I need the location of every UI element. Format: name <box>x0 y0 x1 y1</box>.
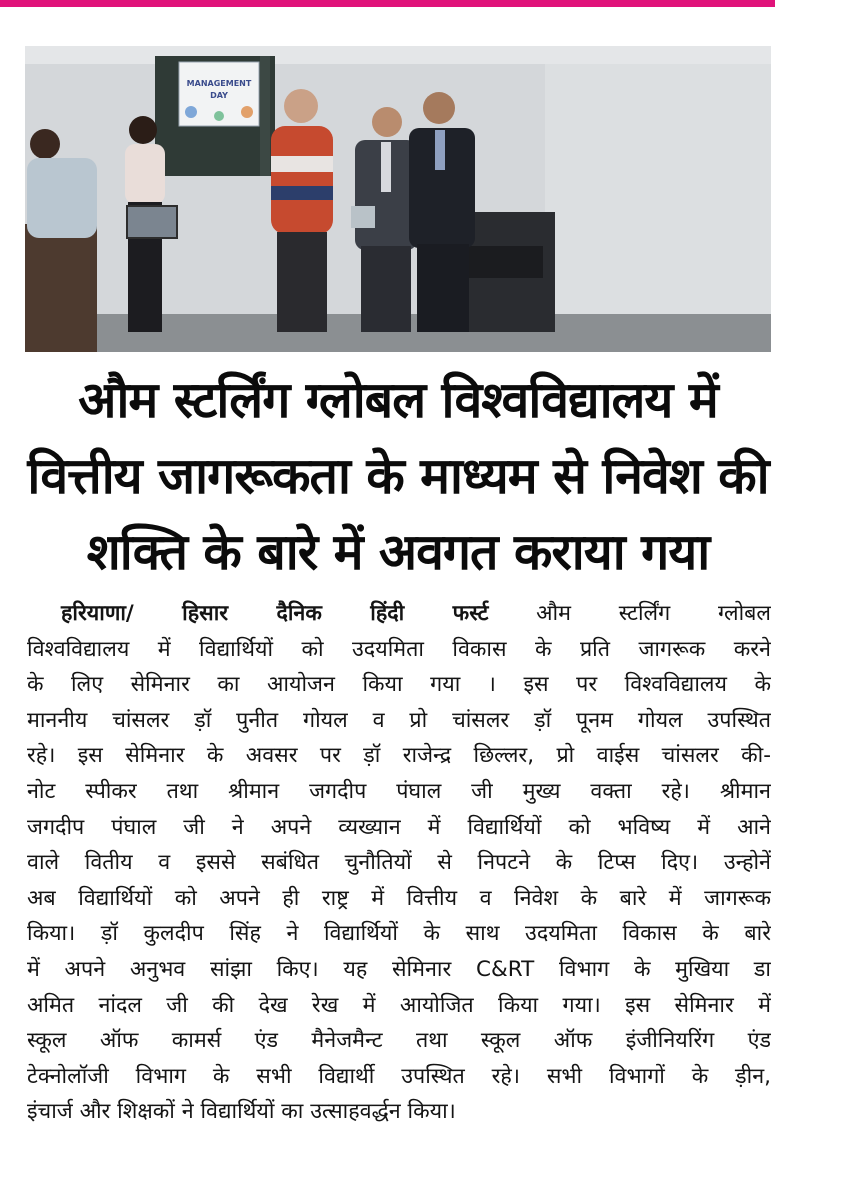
poster-text-2: DAY <box>210 91 228 100</box>
article-line: के लिए सेमिनार का आयोजन किया गया । इस पर विश्वविद्यालय के <box>27 672 771 698</box>
article-line: नोट स्पीकर तथा श्रीमान जगदीप पंघाल जी मुख्य वक्ता रहे। श्रीमान <box>27 778 771 804</box>
poster-text-1: MANAGEMENT <box>186 79 252 88</box>
article-line: अमित नांदल जी की देख रेख में आयोजित किया गया। इस सेमिनार में <box>27 992 771 1018</box>
page-margin <box>775 0 850 1178</box>
event-photo <box>25 46 771 352</box>
article-line: वाले वितीय व इससे सबंधित चुनौतियों से निपटने के टिप्स दिए। उन्होनें <box>27 850 771 876</box>
headline-line-1: औम स्टर्लिंग ग्लोबल विश्वविद्यालय में <box>78 371 718 429</box>
headline <box>25 362 771 590</box>
top-accent-bar <box>0 0 775 7</box>
article-line: टेक्नोलॉजी विभाग के सभी विद्यार्थी उपस्थित रहे। सभी विभागों के ड़ीन, <box>27 1063 771 1089</box>
article-line: अब विद्यार्थियों को अपने ही राष्ट्र में वित्तीय व निवेश के बारे में जागरूक <box>27 885 771 911</box>
article-line: विश्वविद्यालय में विद्यार्थियों को उदयमिता विकास के प्रति जागरूक करने <box>27 636 771 662</box>
article-body <box>27 596 771 1130</box>
headline-line-2: वित्तीय जागरूकता के माध्यम से निवेश की <box>27 447 769 505</box>
dateline: हरियाणा/ हिसार दैनिक हिंदी फर्स्ट <box>61 601 489 626</box>
article-line: में अपने अनुभव सांझा किए। यह सेमिनार C&RT विभाग के मुखिया डा <box>27 956 771 982</box>
article-line: रहे। इस सेमिनार के अवसर पर ड़ॉ राजेन्द्र छिल्लर, प्रो वाईस चांसलर की- <box>27 743 771 769</box>
article-line: स्कूल ऑफ कामर्स एंड मैनेजमैन्ट तथा स्कूल ऑफ इंजीनियरिंग एंड <box>27 1028 771 1054</box>
article-line: किया। ड़ॉ कुलदीप सिंह ने विद्यार्थियों के साथ उदयमिता विकास के बारे <box>27 921 771 947</box>
article-line: इंचार्ज और शिक्षकों ने विद्यार्थियों का उत्साहवर्द्धन किया। <box>27 1099 456 1125</box>
article-lead: औम स्टर्लिंग ग्लोबल <box>536 601 771 626</box>
article-line: जगदीप पंघाल जी ने अपने व्यख्यान में विद्यार्थियों को भविष्य में आने <box>27 814 771 840</box>
headline-line-3: शक्ति के बारे में अवगत कराया गया <box>86 523 710 581</box>
article-line: माननीय चांसलर ड़ॉ पुनीत गोयल व प्रो चांसलर ड़ॉ पूनम गोयल उपस्थित <box>27 707 771 733</box>
article-line-1 <box>27 596 771 632</box>
